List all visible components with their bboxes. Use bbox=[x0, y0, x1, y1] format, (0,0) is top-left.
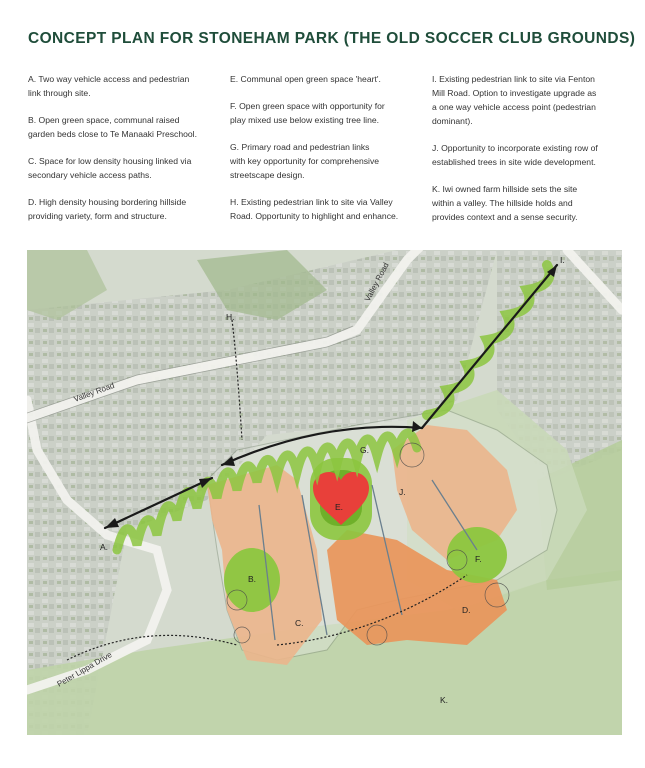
label-b: B. bbox=[248, 574, 257, 584]
label-d: D. bbox=[462, 605, 471, 615]
label-f: F. bbox=[475, 554, 482, 564]
label-e: E. bbox=[335, 502, 344, 512]
note-k: K. Iwi owned farm hillside sets the site within a valley. The hillside holds and provides context and a sense security. bbox=[432, 184, 578, 222]
note-a: A. Two way vehicle access and pedestrian link through site. bbox=[28, 74, 190, 98]
label-k: K. bbox=[440, 695, 449, 705]
page-title: CONCEPT PLAN FOR STONEHAM PARK (THE OLD SOCCER CLUB GROUNDS) bbox=[28, 30, 636, 47]
note-j: J. Opportunity to incorporate existing row of established trees in site wide development. bbox=[432, 143, 598, 167]
notes-column-2 bbox=[230, 72, 430, 236]
notes-column-3 bbox=[432, 72, 622, 237]
road-label-valley-road: Valley Road bbox=[72, 380, 116, 404]
label-c: C. bbox=[295, 618, 304, 628]
label-j: J. bbox=[399, 487, 406, 497]
label-i: I. bbox=[560, 255, 565, 265]
note-c: C. Space for low density housing linked via secondary vehicle access paths. bbox=[28, 156, 192, 180]
notes-column-1 bbox=[28, 72, 228, 236]
note-h: H. Existing pedestrian link to site via Valley Road. Opportunity to highlight and enhance. bbox=[230, 197, 399, 221]
label-h: H. bbox=[226, 312, 235, 322]
concept-plan-map[interactable] bbox=[27, 250, 622, 735]
label-a: A. bbox=[100, 542, 109, 552]
road-label-valley-road-diagonal: Valley Road bbox=[362, 261, 391, 303]
note-e: E. Communal open green space 'heart'. bbox=[230, 74, 381, 84]
note-g: G. Primary road and pedestrian links with key opportunity for comprehensive streetscape design. bbox=[230, 142, 380, 180]
note-b: B. Open green space, communal raised garden beds close to Te Manaaki Preschool. bbox=[28, 115, 197, 139]
label-g: G. bbox=[360, 445, 369, 455]
road-label-peter-lippa-drive: Peter Lippa Drive bbox=[55, 650, 114, 689]
note-i: I. Existing pedestrian link to site via Fenton Mill Road. Option to investigate upgrade as a one way vehicle access point (pedestrian dominant). bbox=[432, 74, 597, 126]
note-d: D. High density housing bordering hillside providing variety, form and structure. bbox=[28, 197, 187, 221]
note-f: F. Open green space with opportunity for play mixed use below existing tree line. bbox=[230, 101, 385, 125]
